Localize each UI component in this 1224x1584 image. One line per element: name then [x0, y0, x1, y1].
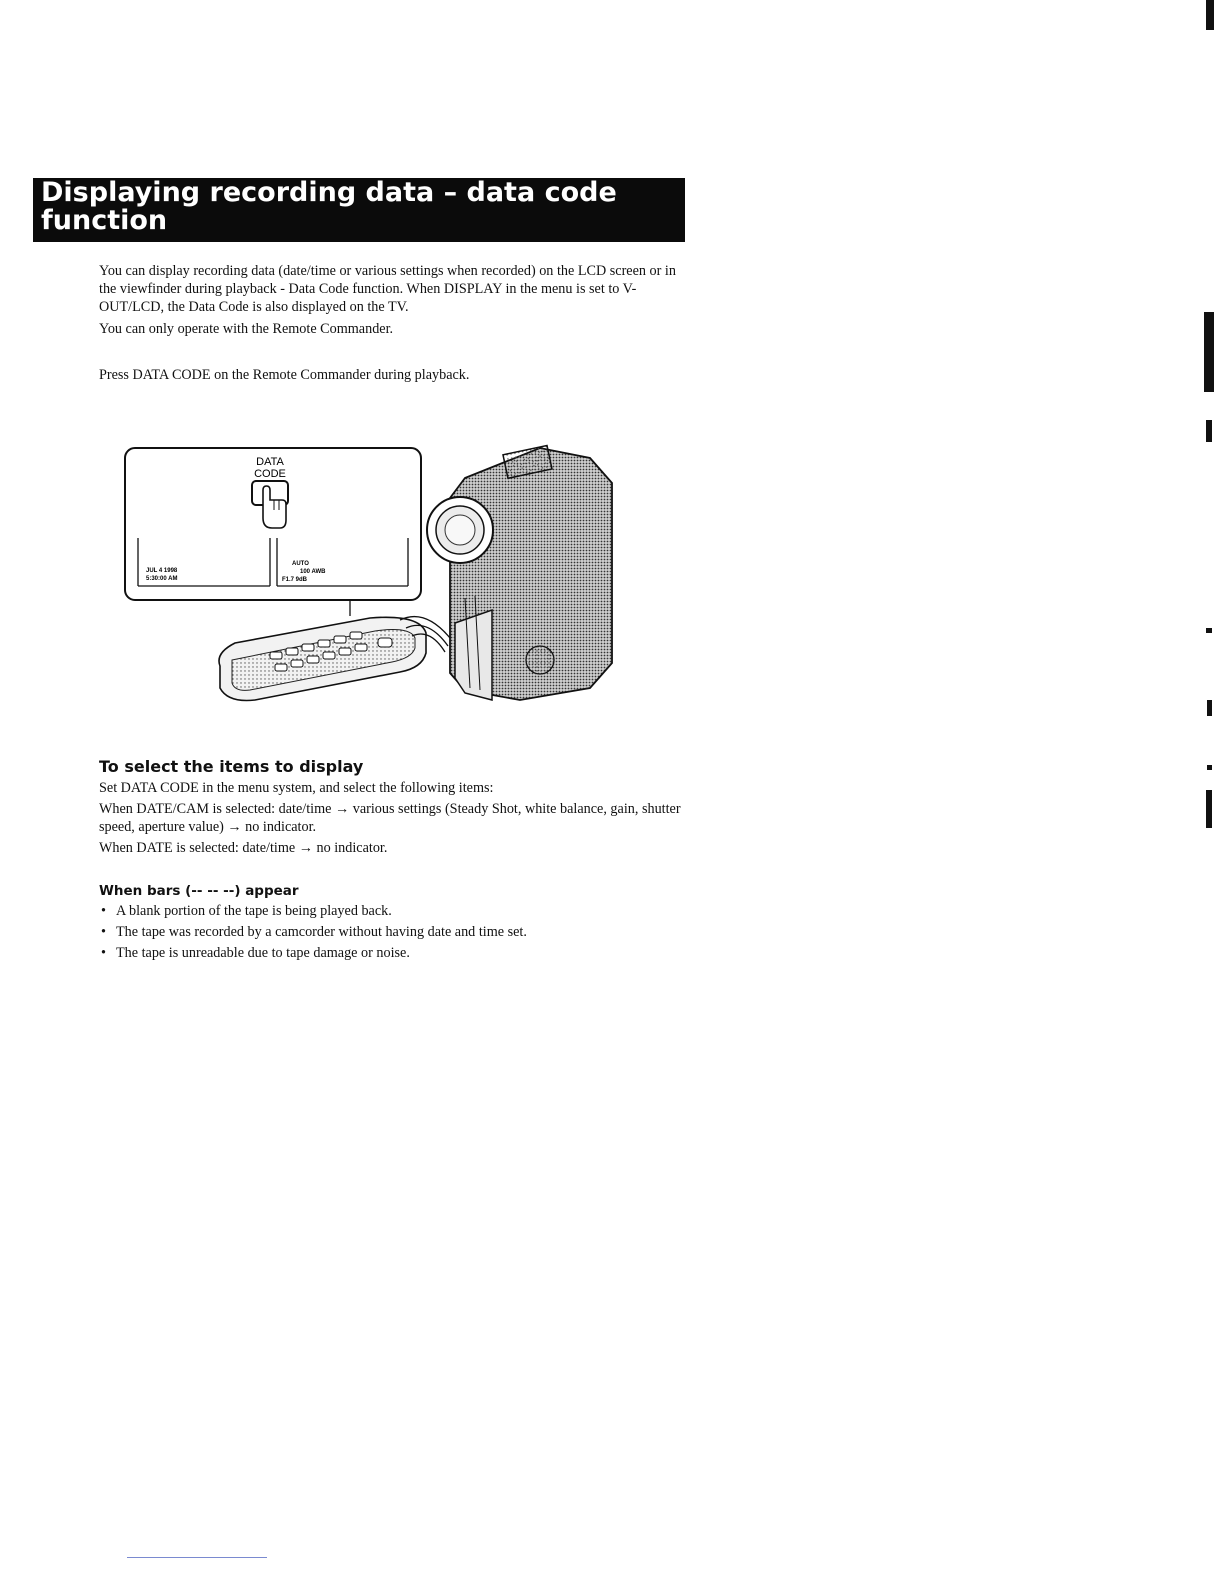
select-section-text: [99, 779, 689, 857]
edge-tab-mark: [1206, 420, 1212, 442]
instruction-line: Press DATA CODE on the Remote Commander during playback.: [99, 367, 470, 383]
edge-tab-mark: [1206, 790, 1212, 828]
intro-paragraph: You can display recording data (date/time or various settings when recorded) on the LCD screen or in the viewfinder during playback - Data Code function. When DISPLAY in the menu is set to V-OUT/LCD, the Data Code is also displayed on the TV.: [99, 263, 676, 315]
bullet-icon: •: [101, 903, 106, 919]
page-title-line1: Displaying recording data – data code: [41, 177, 617, 208]
page-title-line2: function: [41, 205, 168, 236]
list-item-text: The tape was recorded by a camcorder without having date and time set.: [116, 924, 527, 940]
edge-tab-mark: [1207, 700, 1212, 716]
intro-note: You can only operate with the Remote Commander.: [99, 321, 394, 337]
data-code-button-label: DATA: [256, 456, 284, 468]
screen-settings-1: AUTO: [292, 561, 309, 567]
edge-tab-mark: [1206, 0, 1214, 30]
screen-date: JUL 4 1998: [146, 568, 178, 574]
screen-settings-2: 100 AWB: [300, 569, 326, 575]
list-item: [99, 902, 699, 920]
list-item-text: A blank portion of the tape is being played back.: [116, 903, 392, 919]
edge-tab-mark: [1206, 628, 1212, 633]
section-heading-bars: When bars (-- -- --) appear: [99, 883, 299, 899]
section-heading-select: To select the items to display: [99, 757, 364, 776]
remote-commander: [219, 617, 426, 700]
data-code-button-label-2: CODE: [254, 468, 286, 480]
footer-rule: [127, 1557, 267, 1558]
camcorder: [427, 445, 612, 700]
select-line-3: When DATE is selected: date/time → no indicator.: [99, 840, 388, 856]
bullet-icon: •: [101, 945, 106, 961]
edge-tab-mark: [1204, 312, 1214, 392]
section-title-bar: [33, 178, 685, 242]
list-item-text: The tape is unreadable due to tape damage or noise.: [116, 945, 410, 961]
select-line-1: Set DATA CODE in the menu system, and select the following items:: [99, 780, 494, 796]
illustration: [120, 438, 620, 713]
screen-time: 5:30:00 AM: [146, 576, 178, 582]
intro-text: [99, 262, 689, 338]
bars-list: [99, 902, 699, 965]
page-title: [41, 178, 685, 235]
list-item: [99, 944, 699, 962]
edge-tab-mark: [1207, 765, 1212, 770]
list-item: [99, 923, 699, 941]
select-line-2: When DATE/CAM is selected: date/time → various settings (Steady Shot, white balance, gain, shutter speed, aperture value) → no indicator.: [99, 801, 681, 835]
screen-settings-3: F1.7 9dB: [282, 577, 308, 583]
instruction-text: [99, 366, 689, 384]
bullet-icon: •: [101, 924, 106, 940]
